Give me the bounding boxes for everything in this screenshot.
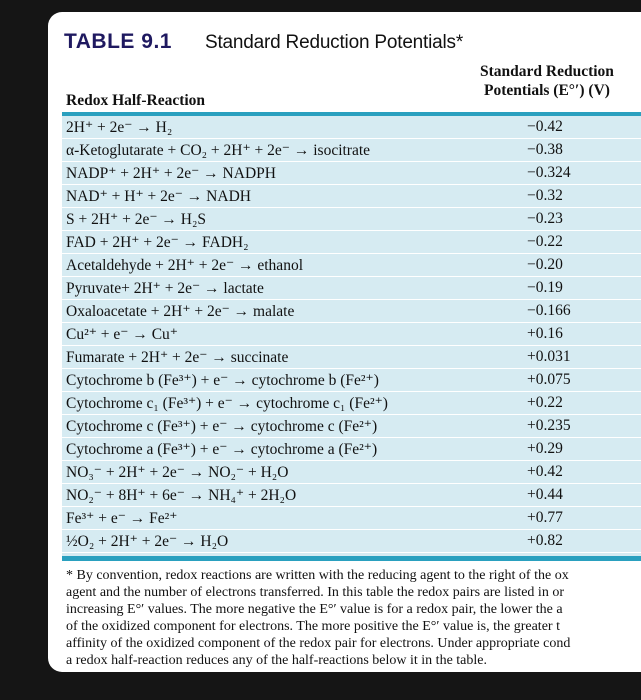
footnote-line: affinity of the oxidized component of the redox pair for electrons. Under appropriate cond	[66, 636, 571, 651]
table-row	[62, 346, 641, 369]
half-reaction-cell: Oxaloacetate + 2H⁺ + 2e⁻ → malate	[66, 303, 295, 320]
half-reaction-cell: α-Ketoglutarate + CO₂ + 2H⁺ + 2e⁻ → isocitrate	[66, 142, 371, 159]
half-reaction-cell: NAD⁺ + H⁺ + 2e⁻ → NADH	[66, 188, 251, 205]
half-reaction-cell: NADP⁺ + 2H⁺ + 2e⁻ → NADPH	[66, 165, 276, 182]
column-header-potential	[480, 62, 614, 100]
column-header-potential-line2: Potentials (E°′) (V)	[484, 82, 610, 99]
footnote-line: agent and the number of electrons transferred. In this table the redox pairs are listed in or	[66, 585, 564, 600]
potential-cell: −0.23	[527, 210, 563, 227]
half-reaction-cell: Cu²⁺ + e⁻ → Cu⁺	[66, 326, 178, 343]
potential-cell: −0.20	[527, 256, 563, 273]
textbook-page	[48, 12, 641, 672]
half-reaction-cell: Cytochrome a (Fe³⁺) + e⁻ → cytochrome a (Fe²⁺)	[66, 441, 378, 458]
potential-cell: +0.075	[527, 371, 571, 388]
potential-cell: +0.22	[527, 394, 563, 411]
table-row	[62, 231, 641, 254]
half-reaction-cell: Acetaldehyde + 2H⁺ + 2e⁻ → ethanol	[66, 257, 303, 274]
half-reaction-cell: FAD + 2H⁺ + 2e⁻ → FADH₂	[66, 234, 249, 251]
half-reaction-cell: Fe³⁺ + e⁻ → Fe²⁺	[66, 510, 178, 527]
potential-cell: +0.44	[527, 486, 563, 503]
reduction-potentials-table	[62, 116, 641, 556]
potential-cell: +0.16	[527, 325, 563, 342]
table-header	[62, 62, 641, 112]
table-row	[62, 162, 641, 185]
potential-cell: +0.77	[527, 509, 563, 526]
table-label: TABLE 9.1	[64, 30, 172, 53]
potential-cell: +0.82	[527, 532, 563, 549]
half-reaction-cell: S + 2H⁺ + 2e⁻ → H₂S	[66, 211, 207, 228]
potential-cell: −0.22	[527, 233, 563, 250]
potential-cell: +0.42	[527, 463, 563, 480]
table-row	[62, 323, 641, 346]
table-row	[62, 254, 641, 277]
table-row	[62, 461, 641, 484]
potential-cell: +0.235	[527, 417, 571, 434]
potential-cell: +0.031	[527, 348, 571, 365]
potential-cell: −0.32	[527, 187, 563, 204]
potential-cell: −0.42	[527, 118, 563, 135]
table-row	[62, 277, 641, 300]
potential-cell: −0.19	[527, 279, 563, 296]
potential-cell: −0.166	[527, 302, 571, 319]
table-row	[62, 392, 641, 415]
table-row	[62, 208, 641, 231]
half-reaction-cell: NO₃⁻ + 2H⁺ + 2e⁻ → NO₂⁻ + H₂O	[66, 464, 289, 481]
table-row	[62, 507, 641, 530]
table-title: Standard Reduction Potentials*	[204, 32, 464, 53]
footnote-line: * By convention, redox reactions are written with the reducing agent to the right of the ox	[66, 568, 569, 583]
footnote-line: increasing E°′ values. The more negative the E°′ value is for a redox pair, the lower the a	[66, 602, 563, 617]
half-reaction-cell: Cytochrome c (Fe³⁺) + e⁻ → cytochrome c (Fe²⁺)	[66, 418, 378, 435]
table-row	[62, 300, 641, 323]
table-footnote	[66, 567, 641, 669]
half-reaction-cell: Cytochrome b (Fe³⁺) + e⁻ → cytochrome b (Fe²⁺)	[66, 372, 379, 389]
table-row	[62, 438, 641, 461]
table-row	[62, 484, 641, 507]
column-header-reaction: Redox Half-Reaction	[66, 92, 206, 109]
half-reaction-cell: NO₂⁻ + 8H⁺ + 6e⁻ → NH₄⁺ + 2H₂O	[66, 487, 297, 504]
table-row	[62, 185, 641, 208]
half-reaction-cell: Fumarate + 2H⁺ + 2e⁻ → succinate	[66, 349, 289, 366]
table-row	[62, 530, 641, 553]
table-bottom-divider	[62, 556, 641, 561]
column-header-potential-line1: Standard Reduction	[480, 63, 614, 80]
half-reaction-cell: ½O₂ + 2H⁺ + 2e⁻ → H₂O	[66, 533, 229, 550]
footnote-line: a redox half-reaction reduces any of the half-reactions below it in the table.	[66, 653, 487, 668]
table-row	[62, 415, 641, 438]
potential-cell: −0.324	[527, 164, 571, 181]
table-row	[62, 369, 641, 392]
potential-cell: +0.29	[527, 440, 563, 457]
potential-cell: −0.38	[527, 141, 563, 158]
half-reaction-cell: Cytochrome c₁ (Fe³⁺) + e⁻ → cytochrome c₁ (Fe²⁺)	[66, 395, 388, 412]
table-row	[62, 139, 641, 162]
footnote-line: of the oxidized component for electrons. The more positive the E°′ value is, the greater t	[66, 619, 560, 634]
half-reaction-cell: Pyruvate+ 2H⁺ + 2e⁻ → lactate	[66, 280, 264, 297]
table-title-row	[64, 30, 463, 58]
half-reaction-cell: 2H⁺ + 2e⁻ → H₂	[66, 119, 173, 136]
table-row	[62, 116, 641, 139]
